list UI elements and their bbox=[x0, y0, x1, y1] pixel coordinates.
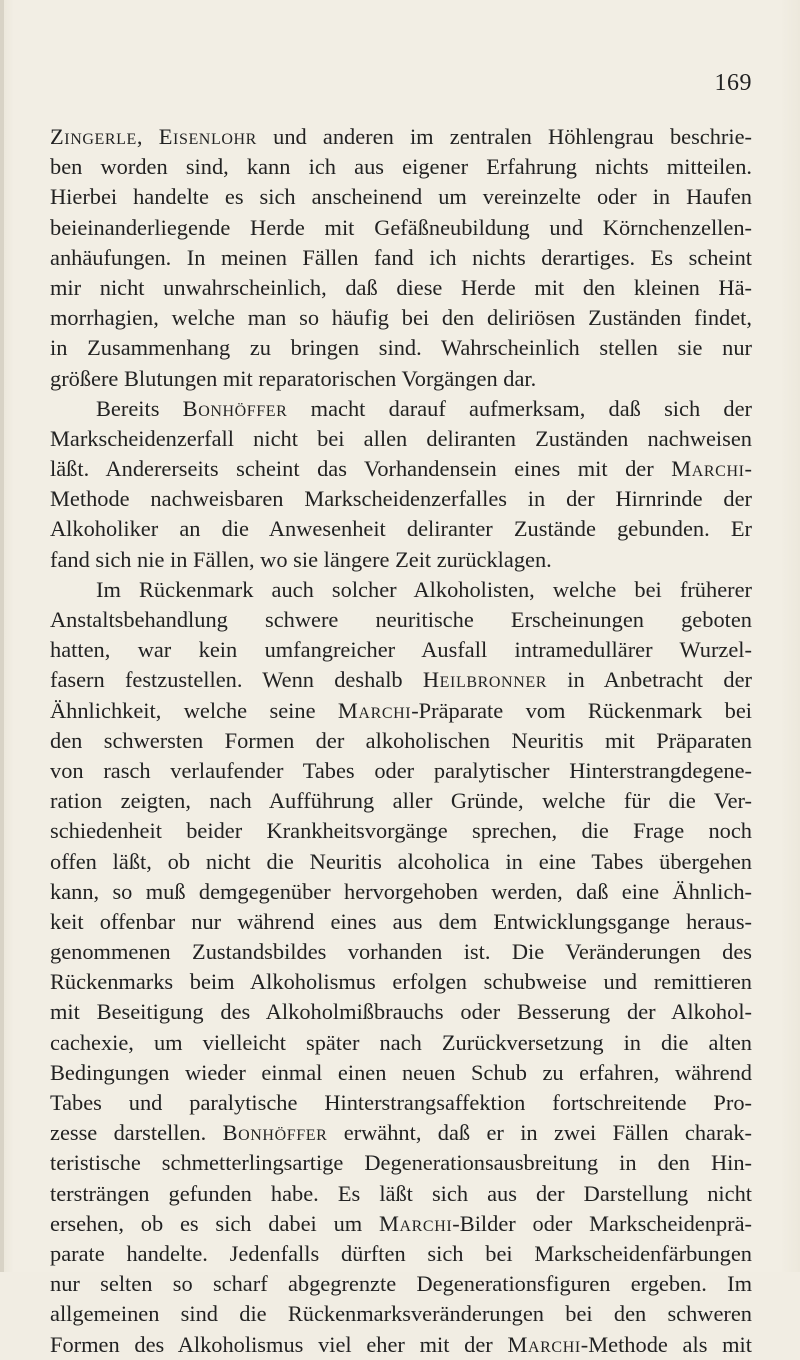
body-text bbox=[50, 122, 752, 1360]
text-line: allgemeinen sind die Rückenmarksveränderungen bei den schweren bbox=[50, 1301, 752, 1327]
author-name: Marchi bbox=[337, 697, 412, 723]
text-line: ben worden sind, kann ich aus eigener Erfahrung nichts mitteilen. bbox=[50, 154, 752, 180]
text-line: fand sich nie in Fällen, wo sie längere Zeit zurücklagen. bbox=[50, 546, 552, 572]
text-line: tersträngen gefunden habe. Es läßt sich aus der Darstellung nicht bbox=[50, 1180, 752, 1206]
text-line: von rasch verlaufender Tabes oder paralytischer Hinterstrangdegene- bbox=[50, 757, 752, 783]
text-line: keit offenbar nur während eines aus dem Entwicklungsgange heraus- bbox=[50, 908, 752, 934]
author-name: Marchi bbox=[379, 1210, 453, 1236]
text-line: Markscheidenzerfall nicht bei allen deliranten Zuständen nachweisen bbox=[50, 425, 752, 451]
text-line: den schwersten Formen der alkoholischen Neuritis mit Präparaten bbox=[50, 727, 752, 753]
text-line: offen läßt, ob nicht die Neuritis alcoholica in eine Tabes übergehen bbox=[50, 848, 752, 874]
text-line: mit Beseitigung des Alkoholmißbrauchs oder Besserung der Alkohol- bbox=[50, 999, 752, 1025]
text-line: Rückenmarks beim Alkoholismus erfolgen schubweise und remittieren bbox=[50, 969, 752, 995]
author-name: Marchi bbox=[507, 1331, 581, 1357]
text-line: Zingerle, Eisenlohr und anderen im zentralen Höhlengrau beschrie- bbox=[50, 124, 752, 149]
text-line: läßt. Andererseits scheint das Vorhandensein eines mit der Marchi- bbox=[50, 456, 752, 482]
text-line: schiedenheit beider Krankheitsvorgänge sprechen, die Frage noch bbox=[50, 818, 752, 844]
text-line: Bereits Bonhöffer macht darauf aufmerksam, daß sich der bbox=[96, 395, 752, 421]
author-name: Marchi bbox=[671, 456, 745, 482]
text-line: genommenen Zustandsbildes vorhanden ist. Die Veränderungen des bbox=[50, 939, 752, 965]
text-line: mir nicht unwahrscheinlich, daß diese Herde mit den kleinen Hä- bbox=[50, 274, 752, 300]
text-line: anhäufungen. In meinen Fällen fand ich nichts derartiges. Es scheint bbox=[50, 244, 752, 270]
text-line: kann, so muß demgegenüber hervorgehoben werden, daß eine Ähnlich- bbox=[50, 878, 752, 904]
author-name: Zingerle bbox=[50, 124, 137, 149]
text-line: Formen des Alkoholismus viel eher mit der Marchi-Methode als mit bbox=[50, 1331, 752, 1357]
author-name: Eisenlohr bbox=[158, 124, 257, 149]
author-name: Heilbronner bbox=[422, 667, 547, 693]
text-line: fasern festzustellen. Wenn deshalb Heilbronner in Anbetracht der bbox=[50, 667, 752, 693]
text-line: Alkoholiker an die Anwesenheit deliranter Zustände gebunden. Er bbox=[50, 516, 752, 542]
text-line: in Zusammenhang zu bringen sind. Wahrscheinlich stellen sie nur bbox=[50, 335, 752, 361]
text-line: teristische schmetterlingsartige Degenerationsausbreitung in den Hin- bbox=[50, 1150, 752, 1176]
text-line: Ähnlichkeit, welche seine Marchi-Präparate vom Rückenmark bei bbox=[50, 697, 752, 723]
text-line: größere Blutungen mit reparatorischen Vorgängen dar. bbox=[50, 365, 537, 391]
text-line: morrhagien, welche man so häufig bei den deliriösen Zuständen findet, bbox=[50, 305, 752, 331]
page-edge bbox=[0, 0, 4, 1272]
text-line: Hierbei handelte es sich anscheinend um vereinzelte oder in Haufen bbox=[50, 184, 752, 210]
text-line: Methode nachweisbaren Markscheidenzerfalles in der Hirnrinde der bbox=[50, 486, 752, 512]
text-line: zesse darstellen. Bonhöffer erwähnt, daß er in zwei Fällen charak- bbox=[50, 1120, 752, 1146]
text-line: parate handelte. Jedenfalls dürften sich bei Markscheidenfärbungen bbox=[50, 1240, 752, 1266]
text-line: cachexie, um vielleicht später nach Zurückversetzung in die alten bbox=[50, 1029, 752, 1055]
text-line: Im Rückenmark auch solcher Alkoholisten, welche bei früherer bbox=[96, 576, 752, 602]
text-line: Bedingungen wieder einmal einen neuen Schub zu erfahren, während bbox=[50, 1059, 752, 1085]
text-line: hatten, war kein umfangreicher Ausfall intramedullärer Wurzel- bbox=[50, 637, 752, 663]
text-line: ersehen, ob es sich dabei um Marchi-Bilder oder Markscheidenprä- bbox=[50, 1210, 752, 1236]
text-line: beieinanderliegende Herde mit Gefäßneubildung und Körnchenzellen- bbox=[50, 214, 752, 240]
author-name: Bonhöffer bbox=[222, 1120, 328, 1146]
text-line: Anstaltsbehandlung schwere neuritische Erscheinungen geboten bbox=[50, 607, 752, 632]
text-line: Tabes und paralytische Hinterstrangsaffektion fortschreitende Pro- bbox=[50, 1090, 752, 1115]
page-number: 169 bbox=[714, 70, 752, 96]
text-line: ration zeigten, nach Aufführung aller Gründe, welche für die Ver- bbox=[50, 788, 752, 814]
author-name: Bonhöffer bbox=[182, 395, 288, 421]
text-line: nur selten so scharf abgegrenzte Degenerationsfiguren ergeben. Im bbox=[50, 1271, 752, 1297]
